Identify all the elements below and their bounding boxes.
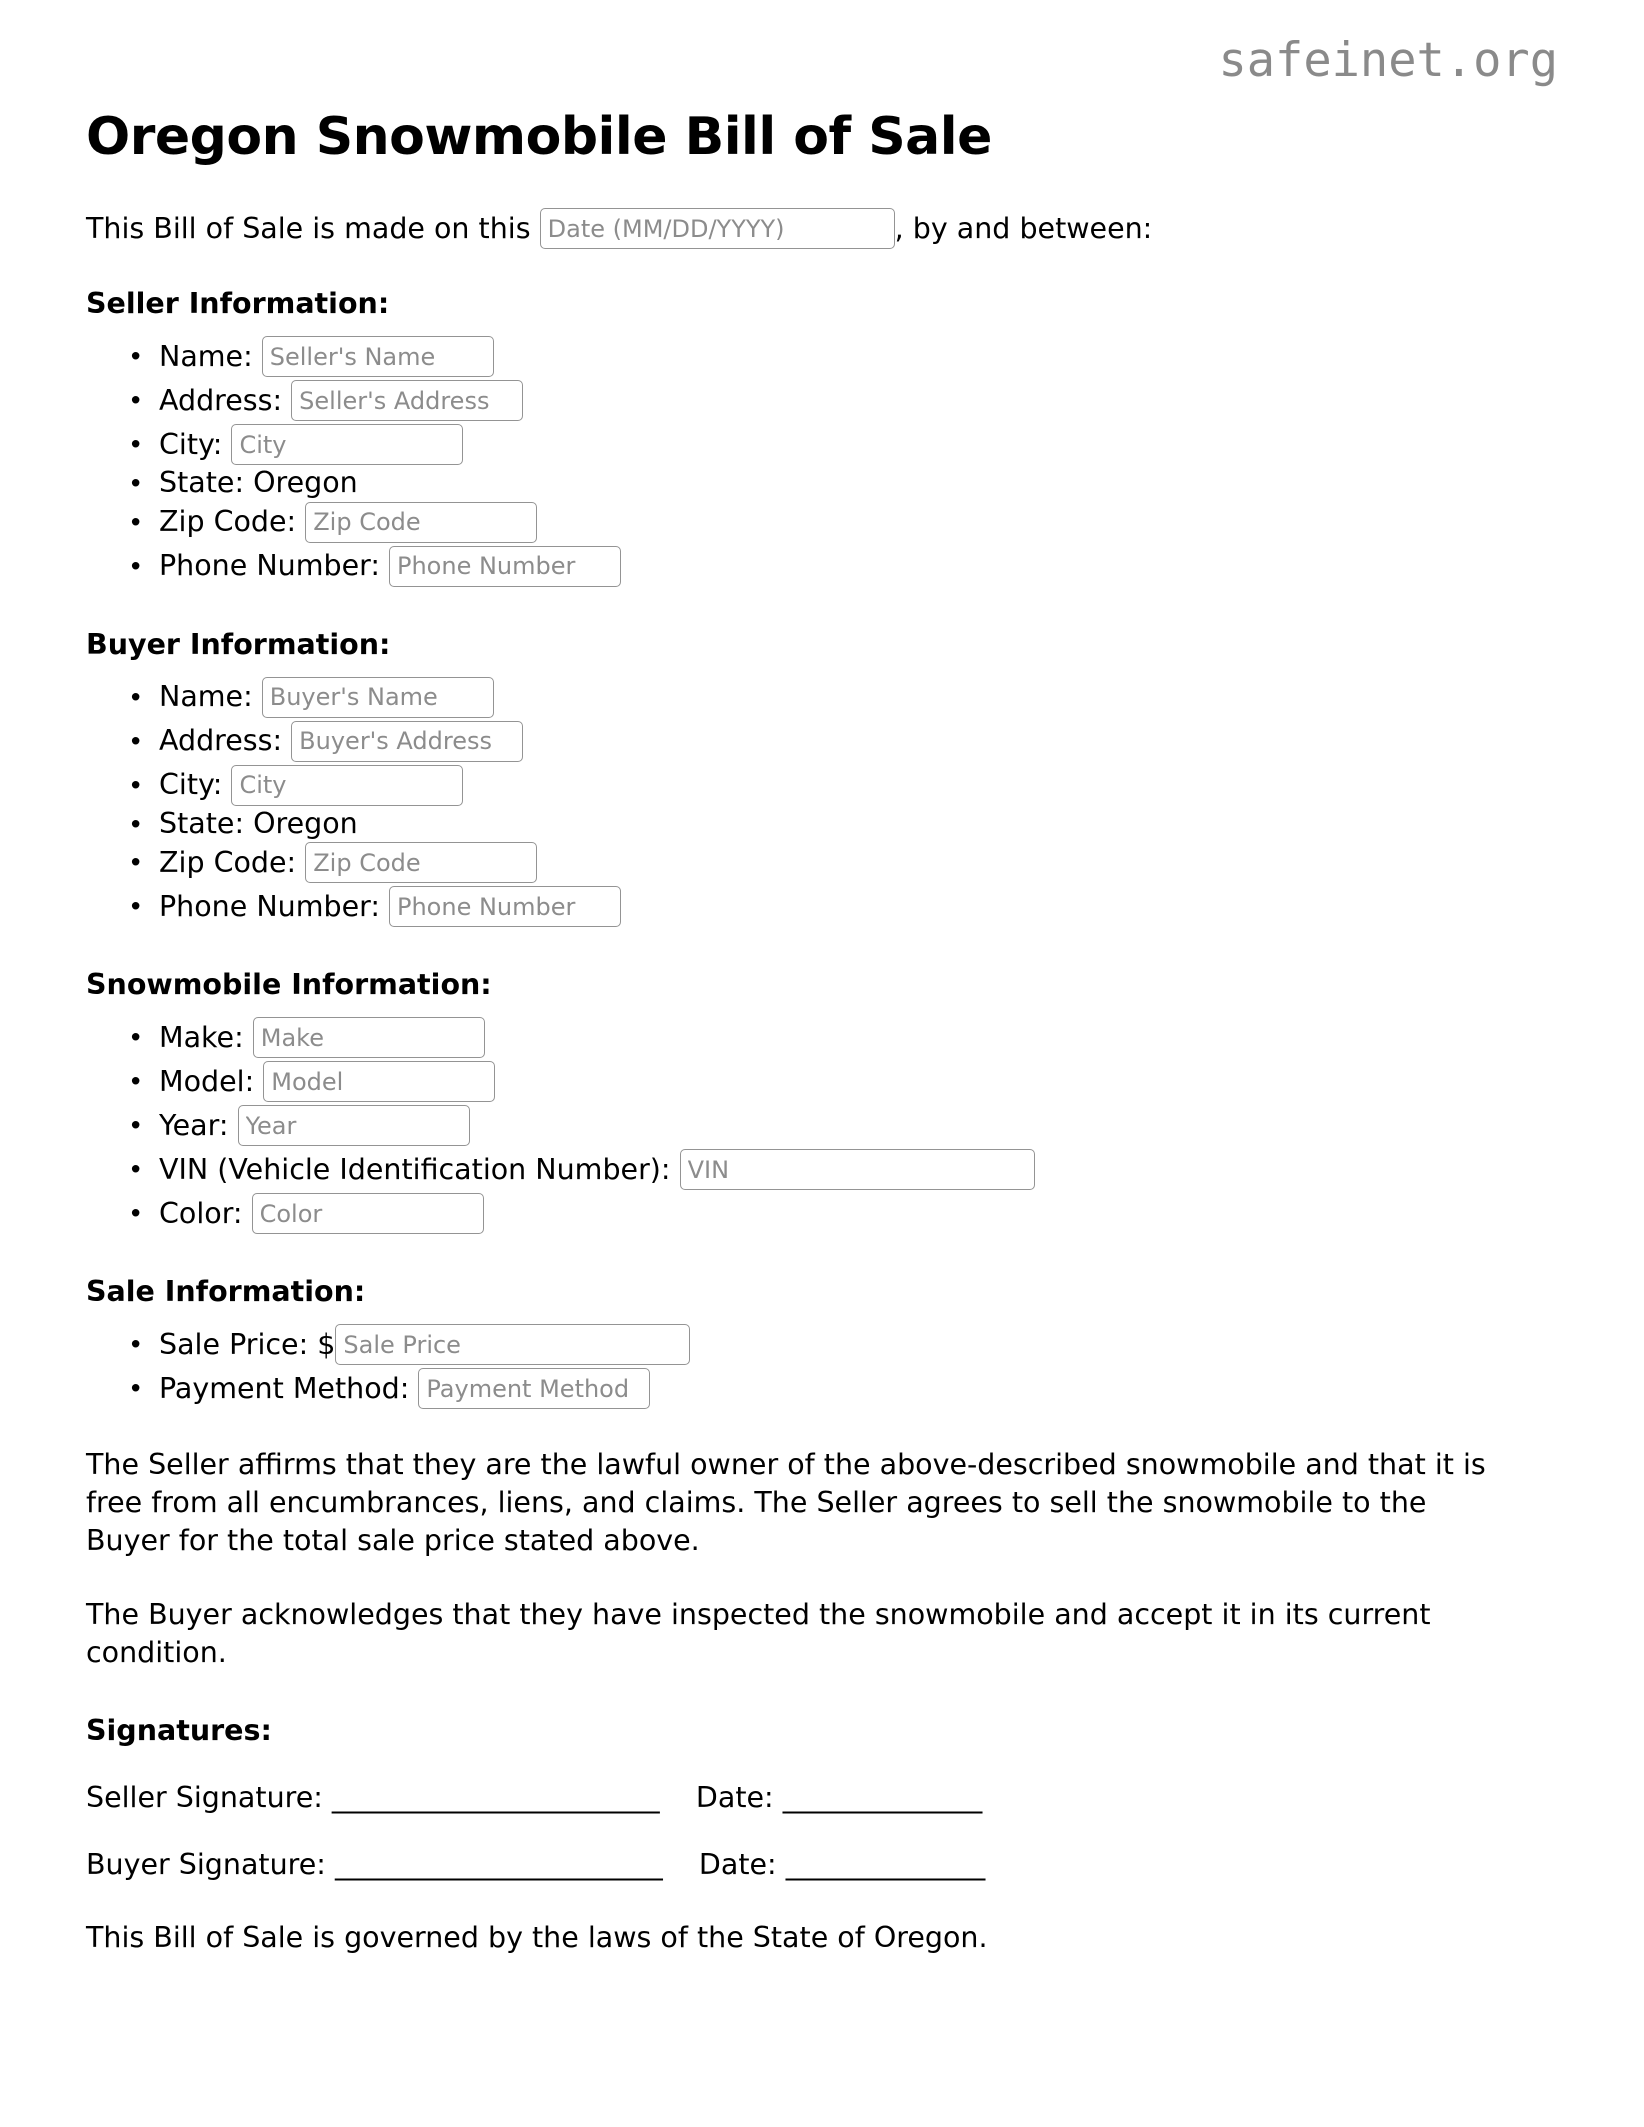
field-label: • Make: — [159, 1020, 253, 1054]
seller-state-value: • State: Oregon — [159, 466, 358, 500]
buyer-fields-list — [86, 677, 1558, 930]
field-label: • Year: — [159, 1108, 238, 1142]
list-item — [128, 424, 1558, 468]
field-label: • Name: — [159, 680, 262, 714]
buyer-section-heading: Buyer Information: — [86, 627, 391, 661]
page-title: Oregon Snowmobile Bill of Sale — [86, 107, 992, 167]
buyer-phone-input[interactable] — [389, 886, 621, 927]
intro-text-after: , by and between: — [894, 211, 1153, 245]
list-item — [128, 806, 1558, 842]
list-item — [128, 380, 1558, 424]
list-item — [128, 1105, 1558, 1149]
snowmobile-section-heading: Snowmobile Information: — [86, 968, 492, 1002]
snowmobile-fields-list — [86, 1017, 1558, 1237]
site-brand-watermark: safeinet.org — [1218, 33, 1558, 88]
field-label: • Payment Method: — [159, 1371, 419, 1405]
seller-name-input[interactable] — [262, 336, 494, 377]
field-label: • Zip Code: — [159, 505, 306, 539]
field-label: • Phone Number: — [159, 549, 389, 583]
buyer-acknowledgement-paragraph: The Buyer acknowledges that they have inspected the snowmobile and accept it in its current condition. — [86, 1598, 1431, 1669]
model-input[interactable] — [263, 1061, 495, 1102]
field-label: • Model: — [159, 1064, 264, 1098]
seller-phone-input[interactable] — [389, 546, 621, 587]
seller-section-heading: Seller Information: — [86, 287, 390, 321]
list-item — [128, 336, 1558, 380]
seller-affirmation-paragraph: The Seller affirms that they are the lawful owner of the above-described snowmobile and that it is free from all encumbrances, liens, and claims. The Seller agrees to sell the snowmobile to the Buyer for the total sale price stated above. — [86, 1448, 1486, 1558]
field-label: • Address: — [159, 724, 292, 758]
field-label: • Zip Code: — [159, 845, 306, 879]
field-label: • Sale Price: $ — [159, 1327, 336, 1361]
buyer-signature-line: Buyer Signature: _______________________ Date: ______________ — [86, 1847, 986, 1881]
buyer-address-input[interactable] — [291, 721, 523, 762]
field-label: • Phone Number: — [159, 889, 389, 923]
list-item — [128, 502, 1558, 546]
list-item — [128, 468, 1558, 501]
sale-section-heading: Sale Information: — [86, 1275, 366, 1309]
buyer-name-input[interactable] — [262, 677, 494, 718]
buyer-zip-input[interactable] — [305, 842, 537, 883]
seller-address-input[interactable] — [291, 380, 523, 421]
field-label: • Address: — [159, 383, 292, 417]
buyer-city-input[interactable] — [231, 765, 463, 806]
seller-signature-line: Seller Signature: _______________________ Date: ______________ — [86, 1780, 983, 1814]
make-input[interactable] — [253, 1017, 485, 1058]
field-label: • Name: — [159, 339, 262, 373]
color-input[interactable] — [252, 1193, 484, 1234]
year-input[interactable] — [238, 1105, 470, 1146]
list-item — [128, 765, 1558, 809]
list-item — [128, 1193, 1558, 1237]
list-item — [128, 721, 1558, 765]
signatures-heading: Signatures: — [86, 1713, 272, 1747]
date-input[interactable] — [540, 208, 895, 249]
vin-input[interactable] — [680, 1149, 1035, 1190]
intro-text-before: This Bill of Sale is made on this — [86, 211, 540, 245]
intro-sentence — [86, 208, 1558, 249]
seller-fields-list — [86, 336, 1558, 589]
sale-price-input[interactable] — [335, 1324, 690, 1365]
field-label: • City: — [159, 427, 232, 461]
list-item — [128, 677, 1558, 721]
payment-method-input[interactable] — [418, 1368, 650, 1409]
seller-city-input[interactable] — [231, 424, 463, 465]
field-label: • City: — [159, 768, 232, 802]
field-label: • Color: — [159, 1196, 252, 1230]
list-item — [128, 1324, 1558, 1368]
list-item — [128, 842, 1558, 886]
list-item — [128, 1017, 1558, 1061]
governing-law-text: This Bill of Sale is governed by the laws of the State of Oregon. — [86, 1920, 988, 1954]
sale-fields-list — [86, 1324, 1558, 1412]
list-item — [128, 1149, 1558, 1193]
seller-zip-input[interactable] — [305, 502, 537, 543]
buyer-state-value: • State: Oregon — [159, 806, 358, 840]
list-item — [128, 1368, 1558, 1412]
list-item — [128, 546, 1558, 590]
list-item — [128, 886, 1558, 930]
field-label: • VIN (Vehicle Identification Number): — [159, 1152, 680, 1186]
list-item — [128, 1061, 1558, 1105]
